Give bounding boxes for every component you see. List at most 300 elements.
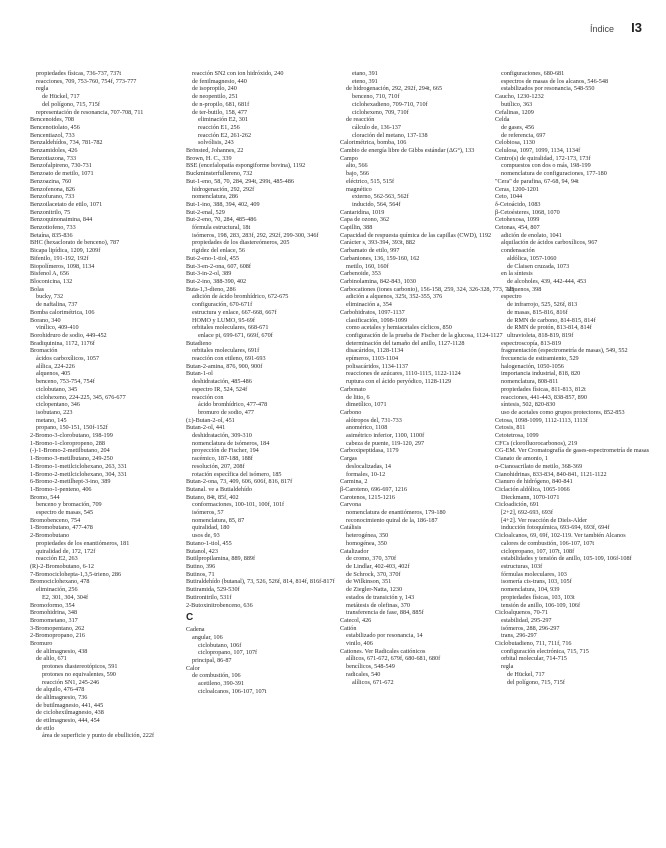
index-subentry: ciclopropano, 107, 107f bbox=[198, 649, 258, 657]
index-subentry: bajo, 566 bbox=[346, 170, 370, 178]
index-subentry: polisacáridos, 1134-1137 bbox=[346, 362, 409, 370]
index-subentry: reacciones de azúcares, 1110-1115, 1122-1124 bbox=[346, 370, 461, 378]
index-column-4 bbox=[495, 70, 650, 686]
index-entry: 2-Butoxinitrobenceno, 636 bbox=[186, 601, 253, 609]
index-entry: Butan-1-ol bbox=[186, 370, 213, 378]
index-subentry: proyección de Fischer, 194 bbox=[192, 447, 259, 455]
index-entry: Carbohidratos, 1097-1137 bbox=[340, 308, 405, 316]
index-entry: Benzoilacetato de etilo, 1071 bbox=[30, 200, 103, 208]
index-subentry: propiedades físicas, 811-813, 812t bbox=[501, 385, 586, 393]
index-subentry: resolución, 207, 208f bbox=[192, 462, 245, 470]
index-entry: Cicloadición, 691 bbox=[495, 501, 539, 509]
index-entry: But-3-in-2-ol, 389 bbox=[186, 270, 232, 278]
index-entry: CG-EM. Ver Cromatografía de gases-espectrometría de masas bbox=[495, 447, 650, 455]
index-subentry: estados de transición y, 143 bbox=[346, 593, 415, 601]
index-subentry: propiedades físicas, 736-737, 737t bbox=[36, 70, 122, 77]
index-subentry: espectro bbox=[501, 293, 522, 301]
index-entry: Butadieno bbox=[186, 339, 212, 347]
index-entry: Ceras, 1200-1201 bbox=[495, 185, 539, 193]
index-subentry: determinación del tamaño del anillo, 1127-1128 bbox=[346, 339, 465, 347]
index-subentry: fragmentación (espectrometría de masas), 549, 552 bbox=[501, 347, 628, 355]
index-entry: Butano-1-tiol, 455 bbox=[186, 539, 232, 547]
index-subentry: de gases, 456 bbox=[501, 123, 535, 131]
index-subentry: alto, 566 bbox=[346, 162, 368, 170]
index-subentry: angular, 106 bbox=[192, 633, 223, 641]
page-number: I3 bbox=[631, 20, 642, 35]
index-subentry: nomenclatura, 808-811 bbox=[501, 378, 559, 386]
index-subentry: de hidrogenación, 292, 292f, 294t, 665 bbox=[346, 85, 443, 93]
index-subentry: nomenclatura de isómeros, 184 bbox=[192, 439, 270, 447]
index-subentry: alquenos, 398 bbox=[507, 285, 542, 293]
index-subentry: metilo, 160, 160f bbox=[346, 262, 389, 270]
index-subentry: principal, 86-87 bbox=[192, 657, 232, 665]
index-subentry: cabeza de puente, 119-120, 297 bbox=[346, 439, 425, 447]
index-subentry: isómeros, 198, 283, 283f, 292, 292f, 299-300, 346f bbox=[192, 231, 319, 239]
index-subentry: ciclopentano, 346 bbox=[36, 401, 80, 409]
index-entry: 2-Bromo-3-clorobutano, 198-199 bbox=[30, 432, 113, 440]
index-entry: Carvona bbox=[340, 501, 361, 509]
index-entry: Betaína, 835-836 bbox=[30, 231, 73, 239]
index-subentry: de isopropilo, 240 bbox=[192, 85, 237, 93]
index-subentry: magnético bbox=[346, 185, 372, 193]
index-subentry: quiralidad, 180 bbox=[192, 524, 230, 532]
index-subentry: de infrarrojo, 525, 526f, 813 bbox=[507, 301, 578, 309]
index-subentry: alótropos del, 731-733 bbox=[346, 416, 402, 424]
index-entry: Bencenoides, 708 bbox=[30, 116, 74, 124]
index-subentry: reacción E2, 263 bbox=[36, 555, 78, 563]
index-subentry: espectroscopía, 813-819 bbox=[501, 339, 562, 347]
index-subentry: de neopentilo, 251 bbox=[192, 93, 238, 101]
index-entry: δ-Cetoácido, 1083 bbox=[495, 200, 541, 208]
index-entry: Bromobenceno, 754 bbox=[30, 516, 81, 524]
index-subentry: nomenclatura, 286 bbox=[192, 193, 239, 201]
index-subentry: isomería cis-trans, 103, 105f bbox=[501, 578, 572, 586]
index-subentry: estructura y enlace, 667-668, 667f bbox=[192, 308, 277, 316]
index-entry: Carbono bbox=[340, 408, 362, 416]
index-entry: BSE (encefalopatía espongiforme bovina), 1192 bbox=[186, 162, 306, 170]
running-title: Índice bbox=[589, 24, 614, 34]
index-subentry: de fenilmagnesio, 440 bbox=[192, 77, 247, 85]
index-subentry: alquilación de ácidos carboxílicos, 967 bbox=[501, 239, 598, 247]
index-entry: Bromoformo, 354 bbox=[30, 601, 75, 609]
index-subentry: de Hückel, 717 bbox=[507, 670, 545, 678]
index-entry: But-3-en-2-ona, 607, 608f bbox=[186, 262, 251, 270]
index-column-2 bbox=[186, 70, 336, 696]
index-entry: (R)-2-Bromobutano, 6-12 bbox=[30, 563, 94, 570]
index-entry: Campo bbox=[340, 154, 358, 162]
index-subentry: cicloalcanos, 106-107, 107t bbox=[198, 687, 267, 695]
index-entry: Borano, 340 bbox=[30, 316, 61, 324]
index-entry: Caucho, 1230-1232 bbox=[495, 93, 544, 101]
index-subentry: formales, 10-12 bbox=[346, 470, 386, 478]
index-subentry: propiedades físicas, 103, 103t bbox=[501, 593, 575, 601]
index-entry: Calorimétrica, bomba, 106 bbox=[340, 139, 407, 147]
index-entry: Bisfenol A, 656 bbox=[30, 270, 70, 278]
index-subentry: solvólisis, 243 bbox=[198, 139, 234, 147]
index-entry: 1-Bromo-3-metilbutano, 249-250 bbox=[30, 455, 113, 463]
index-subentry: reacciones, 441-443, 838-857, 890 bbox=[501, 393, 587, 401]
index-entry: Capacidad de respuesta química de las capillas (CWD), 1192 bbox=[340, 231, 492, 239]
index-subentry: protones no equivalentes, 590 bbox=[42, 670, 116, 678]
index-subentry: protones diastereotópicos, 591 bbox=[42, 663, 118, 671]
index-subentry: regla bbox=[501, 663, 514, 671]
index-entry: Carbenoide, 353 bbox=[340, 270, 381, 278]
index-subentry: ciclohexeno, 709, 710f bbox=[352, 108, 409, 116]
index-entry: Brönsted, Johannes, 22 bbox=[186, 147, 244, 155]
index-subentry: fórmulas moleculares, 103 bbox=[501, 570, 567, 578]
index-entry: Benzotiazona, 733 bbox=[30, 154, 77, 162]
index-entry: Carbonato bbox=[340, 385, 366, 393]
index-subentry: adición de ácido bromhídrico, 672-675 bbox=[192, 293, 289, 301]
index-subentry: homogénea, 350 bbox=[346, 539, 387, 547]
index-subentry: estabilidades y tensión de anillo, 105-109, 106f-108f bbox=[501, 555, 632, 563]
index-entry: Borohidruro de sodio, 449-452 bbox=[30, 331, 107, 339]
index-subentry: epímeros, 1103-1104 bbox=[346, 355, 399, 363]
index-subentry: eléctrico, 515, 515f bbox=[346, 177, 395, 185]
index-entry: Butilpropilamina, 889, 889f bbox=[186, 555, 256, 563]
index-entry: Butan-2-ona, 73, 409, 606, 606f, 816, 817f bbox=[186, 478, 293, 486]
index-subentry: usos de, 93 bbox=[192, 532, 220, 540]
index-entry: Cambio de energía libre de Gibbs estándar (ΔG°), 133 bbox=[340, 147, 475, 155]
section-letter-heading: C bbox=[186, 612, 194, 624]
index-subentry: aldólica, 1057-1060 bbox=[507, 254, 557, 262]
index-entry: Benzonitrilo, 75 bbox=[30, 208, 71, 216]
index-entry: 1-Bromo-1-cloropropeno, 288 bbox=[30, 439, 105, 447]
index-subentry: compuestos con dos o más, 198-199 bbox=[501, 162, 591, 170]
index-entry: Bloconicina, 132 bbox=[30, 277, 73, 285]
index-subentry: metano, 145 bbox=[36, 416, 67, 424]
index-subentry: adición a alquenos, 325t, 352-355, 376 bbox=[346, 293, 443, 301]
index-subentry: ciclobutano, 345 bbox=[36, 385, 78, 393]
index-subentry: metátesis de olefinas, 370 bbox=[346, 601, 410, 609]
index-subentry: como acetales y hemiacetales cíclicos, 850 bbox=[346, 324, 452, 332]
index-subentry: de Ziegler-Natta, 1230 bbox=[346, 586, 403, 594]
index-subentry: nomenclatura de configuraciones, 177-180 bbox=[501, 170, 607, 178]
index-entry: 3-Bromopentano, 262 bbox=[30, 624, 85, 632]
index-entry: 2-Bromopropano, 216 bbox=[30, 632, 85, 640]
index-subentry: propano, 150-151, 150f-152f bbox=[36, 424, 108, 432]
index-entry: Cantaridina, 1019 bbox=[340, 208, 385, 216]
index-entry: But-1-eno, 58, 70, 284, 294t, 299t, 485-486 bbox=[186, 177, 294, 185]
index-entry: Carboxipeptidasa, 1179 bbox=[340, 447, 399, 455]
index-subentry: alílicos, 671-672, 679f, 680-681, 680f bbox=[346, 655, 441, 663]
index-subentry: de alilo, 671 bbox=[36, 655, 67, 663]
index-subentry: de cromo, 370, 370f bbox=[346, 555, 397, 563]
index-subentry: eliminación, 256 bbox=[36, 586, 78, 594]
index-entry: Cargas bbox=[340, 455, 358, 463]
index-subentry: configuración de la prueba de Fischer de la glucosa, 1124-1127 bbox=[346, 331, 503, 339]
index-subentry: disacáridos, 1128-1134 bbox=[346, 347, 404, 355]
index-subentry: [4+2]. Ver reacción de Diels-Alder bbox=[501, 516, 588, 524]
index-subentry: reacciones, 709, 753-760, 754f, 773-777 bbox=[36, 77, 137, 85]
index-subentry: Dieckmann, 1070-1071 bbox=[501, 493, 560, 501]
index-subentry: clasificación, 1098-1099 bbox=[346, 316, 408, 324]
index-subentry: espectro IR, 524, 524f bbox=[192, 385, 248, 393]
index-subentry: orbital molecular, 714-715 bbox=[501, 655, 567, 663]
index-entry: Bromuro bbox=[30, 640, 53, 648]
index-entry: CFCs (clorofluorocarbonos), 219 bbox=[495, 439, 578, 447]
index-subentry: alílica, 224-226 bbox=[36, 362, 75, 370]
index-subentry: externo, 562-563, 562f bbox=[352, 193, 409, 201]
index-subentry: configuración electrónica, 715, 715 bbox=[501, 647, 589, 655]
index-subentry: del polígono, 715, 715f bbox=[507, 678, 565, 686]
index-subentry: de referencia, 697 bbox=[501, 131, 546, 139]
index-entry: Butinos, 71 bbox=[186, 570, 215, 578]
index-subentry: de Hückel, 717 bbox=[42, 93, 80, 101]
index-entry: Benzoquinonaimina, 844 bbox=[30, 216, 93, 224]
index-entry: 1-Bromobutano, 477-478 bbox=[30, 524, 93, 532]
index-subentry: alílicos, 671-672 bbox=[352, 678, 394, 686]
index-subentry: estabilizados por resonancia, 548-550 bbox=[501, 85, 595, 93]
index-subentry: reacción SN2 con ion hidróxido, 240 bbox=[192, 70, 284, 77]
index-entry: Cianohidrinas, 833-834, 840-841, 1121-1122 bbox=[495, 470, 607, 478]
index-entry: Ciclobutadieno, 711, 711f, 716 bbox=[495, 640, 572, 648]
index-subentry: tensión de anillo, 106-109, 106f bbox=[501, 601, 581, 609]
index-subentry: síntesis, 502, 820-830 bbox=[501, 401, 556, 409]
index-entry: Celulosa, 1097, 1099, 1134, 1134f bbox=[495, 147, 581, 155]
index-entry: Centro(s) de quiralidad, 172-173, 173f bbox=[495, 154, 591, 162]
index-entry: But-2-enal, 529 bbox=[186, 208, 225, 216]
index-entry: But-1-ino, 388, 394, 402, 409 bbox=[186, 200, 260, 208]
index-entry: Carbamato de etilo, 997 bbox=[340, 247, 400, 255]
index-entry: Buckminsterfullereno, 732 bbox=[186, 170, 253, 178]
index-subentry: en la síntesis bbox=[501, 270, 533, 278]
index-subentry: HOMO y LUMO, 95-69f bbox=[192, 316, 255, 324]
index-subentry: fórmula estructural, 18t bbox=[192, 224, 251, 232]
index-subentry: asimétrico inferior, 1100, 1100f bbox=[346, 432, 425, 440]
index-subentry: de ter-butilo, 158, 477 bbox=[192, 108, 248, 116]
index-subentry: de butilmagnesio, 441, 445 bbox=[36, 701, 104, 709]
index-column-1 bbox=[30, 70, 180, 740]
index-entry: 6-Bromo-2-metilhept-3-ino, 389 bbox=[30, 478, 111, 486]
index-entry: α-Cianoacrilato de metilo, 368-369 bbox=[495, 462, 583, 470]
index-subentry: racémico, 187-188, 188f bbox=[192, 455, 253, 463]
index-entry: Benzofurano, 733 bbox=[30, 193, 75, 201]
index-entry: Butino, 396 bbox=[186, 563, 216, 570]
index-subentry: E2, 301, 304, 304f bbox=[42, 593, 89, 601]
index-subentry: heterogénea, 350 bbox=[346, 532, 389, 540]
index-subentry: ciclohexadieno, 709-710, 710f bbox=[352, 100, 428, 108]
index-entry: Bromometano, 317 bbox=[30, 616, 78, 624]
index-subentry: deshidratación, 309-310 bbox=[192, 432, 252, 440]
index-subentry: isobutano, 223 bbox=[36, 408, 73, 416]
index-subentry: alquenos, 405 bbox=[36, 370, 71, 378]
index-entry: Biopolímeros, 1098, 1134 bbox=[30, 262, 95, 270]
index-subentry: deshidratación, 485-486 bbox=[192, 378, 252, 386]
index-subentry: vinilo, 406 bbox=[346, 640, 373, 648]
index-subentry: propiedades de los diastereómeros, 205 bbox=[192, 239, 290, 247]
index-entry: Bradiquinina, 1172, 1176f bbox=[30, 339, 95, 347]
index-subentry: configuraciones, 680-681 bbox=[501, 70, 565, 77]
index-subentry: de masas, 815-816, 816f bbox=[507, 308, 568, 316]
index-entry: Benzaldehídos, 734, 781-782 bbox=[30, 139, 103, 147]
index-entry: Butanol, 423 bbox=[186, 547, 218, 555]
index-entry: (-)-1-Bromo-2-metilbutano, 204 bbox=[30, 447, 110, 455]
index-subentry: área de superficie y punto de ebullición, 222f bbox=[42, 732, 155, 740]
index-subentry: reacción SN1, 245-246 bbox=[42, 678, 100, 686]
index-entry: Cetohexosa, 1099 bbox=[495, 216, 540, 224]
index-subentry: estabilidad, 295-297 bbox=[501, 616, 552, 624]
index-subentry: anomérico, 1108 bbox=[346, 424, 388, 432]
index-entry: Buta-1,3-dieno, 286 bbox=[186, 285, 236, 293]
index-entry: β-Cetoésteres, 1068, 1070 bbox=[495, 208, 560, 216]
index-subentry: uso de acetales como grupos protectores, 852-853 bbox=[501, 408, 625, 416]
index-entry: Capa de ozono, 362 bbox=[340, 216, 390, 224]
index-subentry: adición de enolato, 1041 bbox=[501, 231, 562, 239]
index-entry: Carbaniones, 136, 159-160, 162 bbox=[340, 254, 420, 262]
index-entry: Butano, 84t, 85f, 402 bbox=[186, 493, 239, 501]
index-subentry: de n-propilo, 681, 681f bbox=[192, 100, 250, 108]
index-subentry: isómeros, 57 bbox=[192, 509, 224, 517]
index-subentry: halogenación, 1050-1056 bbox=[501, 362, 564, 370]
index-entry: Bomba calorimétrica, 106 bbox=[30, 308, 95, 316]
index-subentry: reacción E2, 261-262 bbox=[198, 131, 252, 139]
index-subentry: de etilo bbox=[36, 724, 55, 732]
index-subentry: de etilmagnesio, 444, 454 bbox=[36, 717, 100, 725]
index-entry: Ciclación aldólica, 1065-1066 bbox=[495, 485, 570, 493]
index-subentry: cloración del metano, 137-138 bbox=[352, 131, 428, 139]
index-subentry: de naftalina, 737 bbox=[36, 301, 78, 309]
index-subentry: bucky, 732 bbox=[36, 293, 64, 301]
index-subentry: de Claisen cruzada, 1073 bbox=[507, 262, 570, 270]
index-subentry: inducido, 564, 564f bbox=[352, 200, 401, 208]
index-entry: Bromociclohexano, 478 bbox=[30, 578, 90, 586]
index-subentry: inducción fotoquímica, 693-694, 693f, 694f bbox=[501, 524, 610, 532]
index-subentry: espectros de masas de los alcanos, 546-548 bbox=[501, 77, 609, 85]
index-entry: Cetotetrosa, 1099 bbox=[495, 432, 539, 440]
index-subentry: ácidos carboxílicos, 1057 bbox=[36, 355, 100, 363]
index-entry: Cetosis, 811 bbox=[495, 424, 526, 432]
index-subentry: estabilizado por resonancia, 14 bbox=[346, 632, 423, 640]
index-entry: But-2-eno, 70, 284, 485-486 bbox=[186, 216, 257, 224]
index-subentry: isómeros, 288, 296-297 bbox=[501, 624, 560, 632]
index-entry: Bencentiazol, 733 bbox=[30, 131, 75, 139]
index-entry: Carmina, 2 bbox=[340, 478, 368, 486]
index-entry: Catalizador bbox=[340, 547, 369, 555]
index-entry: 1-Bromo-2-metilciclohexano, 304, 331 bbox=[30, 470, 127, 478]
index-entry: 1-Bromo-1-metilciclohexano, 263, 331 bbox=[30, 462, 127, 470]
index-subentry: nomenclatura, 104, 939 bbox=[501, 586, 560, 594]
index-entry: 1-Bromo-1-penteno, 406 bbox=[30, 485, 92, 493]
index-entry: Cadena bbox=[186, 626, 205, 634]
index-subentry: regla bbox=[36, 85, 49, 93]
index-subentry: ciclobutano, 106f bbox=[198, 641, 242, 649]
index-entry: Carácter s, 393-394, 393t, 882 bbox=[340, 239, 416, 247]
index-subentry: de alquilo, 476-478 bbox=[36, 686, 85, 694]
index-entry: Bicapa lipídica, 1209, 1209f bbox=[30, 247, 101, 255]
index-subentry: espectro de masas, 545 bbox=[36, 509, 94, 517]
index-subentry: de RMN de carbono, 814-815, 814f bbox=[507, 316, 596, 324]
index-subentry: eliminación E2, 301 bbox=[198, 116, 249, 124]
index-subentry: trans, 296-297 bbox=[501, 632, 537, 640]
index-subentry: nomenclatura de enantiómeros, 179-180 bbox=[346, 509, 446, 517]
index-entry: Ceto, 1044 bbox=[495, 193, 523, 201]
index-subentry: configuración, 670-671f bbox=[192, 301, 253, 309]
running-header bbox=[0, 20, 666, 40]
index-entry: β-Caroteno, 696-697, 1216 bbox=[340, 485, 408, 493]
index-entry: Butanal. ve a Butialdehído bbox=[186, 485, 252, 493]
index-subentry: de ciclohexilmagnesio, 438 bbox=[36, 709, 104, 717]
index-subentry: benceno, 753-754, 754f bbox=[36, 378, 95, 386]
index-entry: Cicloalquenos, 70-71 bbox=[495, 609, 548, 617]
index-subentry: ciclohexeno, 224-225, 345, 676-677 bbox=[36, 393, 126, 401]
index-subentry: eteno, 391 bbox=[352, 77, 378, 85]
index-subentry: de combustión, 106 bbox=[192, 672, 241, 680]
index-subentry: conformaciones, 100-101, 100f, 101f bbox=[192, 501, 285, 509]
index-subentry: importancia industrial, 818, 820 bbox=[501, 370, 581, 378]
index-subentry: de Schrock, 370, 370f bbox=[346, 570, 401, 578]
index-subentry: orbitales moleculares, 668-671 bbox=[192, 324, 269, 332]
index-subentry: ultravioleta, 818-819, 819f bbox=[507, 331, 574, 339]
index-entry: Bromo, 544 bbox=[30, 493, 60, 501]
index-entry: Cationes. Ver Radicales catiónicos bbox=[340, 647, 426, 655]
index-entry: Butan-2-ol, 441 bbox=[186, 424, 226, 432]
index-entry: Butiraldehído (butanal), 73, 526, 526f, 814, 814f, 816f-817f bbox=[186, 578, 335, 586]
index-subentry: rigidez del enlace, 56 bbox=[192, 247, 245, 255]
index-entry: Benzoato de metilo, 1071 bbox=[30, 170, 94, 178]
index-subentry: reacción E1, 256 bbox=[198, 123, 240, 131]
index-entry: "Cera" de parafina, 67-68, 94, 94t bbox=[495, 177, 579, 185]
index-entry: Bolas bbox=[30, 285, 45, 293]
index-subentry: vinílico, 409-410 bbox=[36, 324, 79, 332]
index-subentry: eliminación a, 354 bbox=[346, 301, 392, 309]
index-subentry: quiralidad de, 172, 172f bbox=[36, 547, 96, 555]
index-entry: Catecol, 426 bbox=[340, 616, 372, 624]
index-subentry: propiedades de los enantiómeros, 181 bbox=[36, 539, 130, 547]
index-entry: (±)-Butan-2-ol, 451 bbox=[186, 416, 235, 424]
index-entry: Benzofenona, 826 bbox=[30, 185, 76, 193]
index-entry: Benzotiofeno, 733 bbox=[30, 224, 76, 232]
index-subentry: reconocimiento quiral de la, 186-187 bbox=[346, 516, 438, 524]
index-subentry: deslocalizadas, 14 bbox=[346, 462, 392, 470]
index-entry: Carbinolamina, 842-843, 1030 bbox=[340, 277, 416, 285]
index-subentry: frecuencia de estiramiento, 529 bbox=[501, 355, 579, 363]
index-subentry: [2+2], 692-693, 693f bbox=[501, 509, 553, 517]
index-subentry: benceno y bromación, 709 bbox=[36, 501, 102, 509]
index-subentry: de Wilkinson, 351 bbox=[346, 578, 392, 586]
index-subentry: condensación bbox=[501, 247, 535, 255]
index-subentry: de reacción bbox=[346, 116, 375, 124]
index-subentry: de alilmagnesio, 438 bbox=[36, 647, 88, 655]
index-entry: Brown, H. C., 339 bbox=[186, 154, 232, 162]
index-subentry: reacción con etileno, 691-693 bbox=[192, 355, 266, 363]
index-entry: BHC (hexaclorato de benceno), 787 bbox=[30, 239, 120, 247]
index-entry: Butan-2-amina, 876, 900, 900f bbox=[186, 362, 263, 370]
index-subentry: de RMN de protón, 813-814, 814f bbox=[507, 324, 592, 332]
index-subentry: transferencia de fase, 884, 885f bbox=[346, 609, 424, 617]
index-entry: Capillin, 388 bbox=[340, 224, 373, 232]
index-entry: Benzoazina, 760 bbox=[30, 177, 72, 185]
index-entry: Butiramida, 529-530f bbox=[186, 586, 240, 594]
index-subentry: ciclopropano, 107, 107t, 108f bbox=[501, 547, 575, 555]
index-entry: Carotenos, 1215-1216 bbox=[340, 493, 395, 501]
index-subentry: reacción con bbox=[192, 393, 224, 401]
index-entry: Catión bbox=[340, 624, 357, 632]
index-subentry: rotación específica del isómero, 185 bbox=[192, 470, 282, 478]
index-entry: 2-Bromobutano bbox=[30, 532, 70, 540]
index-entry: Cianuro de hidrógeno, 840-841 bbox=[495, 478, 573, 486]
index-entry: Benzofalpireno, 730-731 bbox=[30, 162, 92, 170]
index-entry: Calor bbox=[186, 664, 200, 672]
index-entry: Bencenotiolato, 456 bbox=[30, 123, 80, 131]
index-subentry: etano, 391 bbox=[352, 70, 378, 77]
index-entry: Cianato de amonio, 1 bbox=[495, 455, 548, 463]
index-subentry: de Lindlar, 402-403, 402f bbox=[346, 563, 410, 570]
index-subentry: de alilmagnesio, 736 bbox=[36, 693, 88, 701]
index-subentry: del polígono, 715, 715f bbox=[42, 100, 100, 108]
index-subentry: benceno, 710, 710f bbox=[352, 93, 400, 101]
index-subentry: calores de combustión, 106-107, 107t bbox=[501, 539, 595, 547]
